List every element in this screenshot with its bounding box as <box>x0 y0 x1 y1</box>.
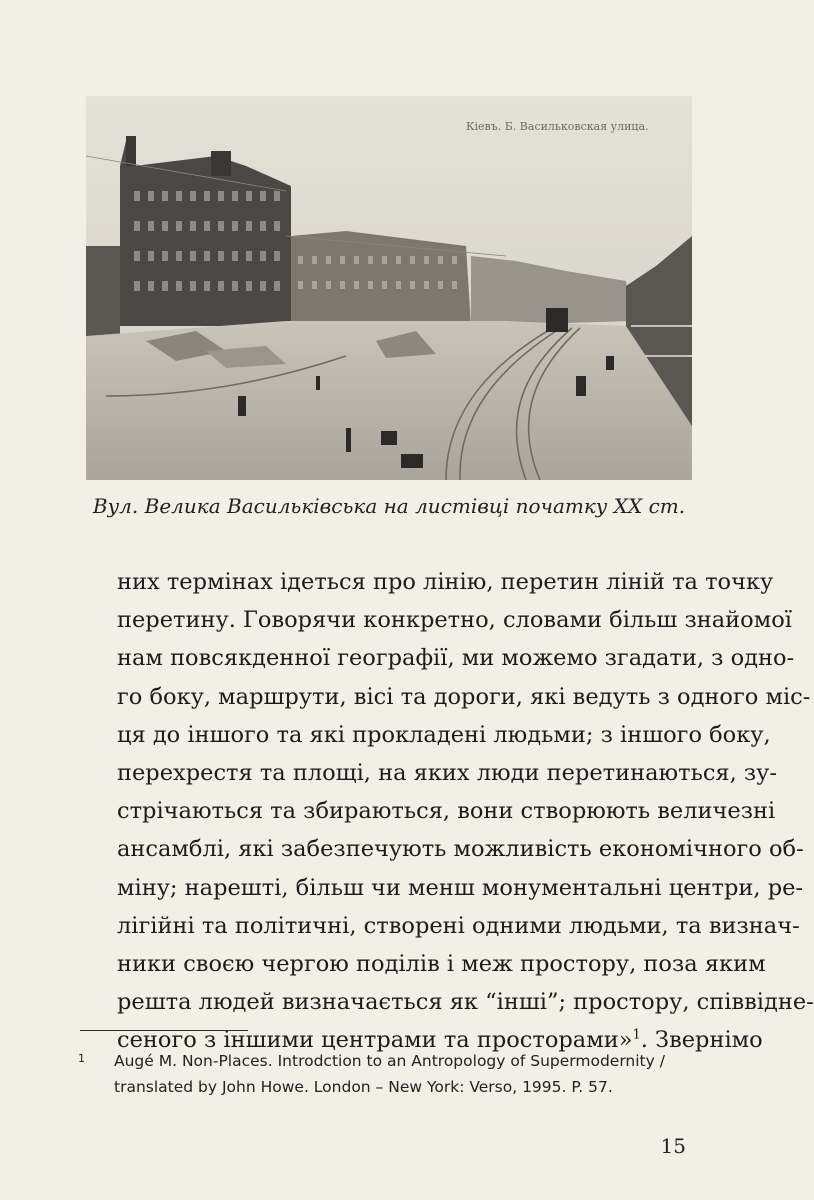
photo-caption: Вул. Велика Васильківська на листівці початку XX ст. <box>92 494 686 518</box>
last-line-tail: . Звернімо <box>640 1027 763 1054</box>
footnote-divider <box>80 1030 248 1031</box>
street-scene-image <box>86 96 692 480</box>
body-line: нам повсякденної географії, ми можемо згадати, з одно- <box>117 645 795 672</box>
body-text <box>117 563 814 1060</box>
body-line: них термінах ідеться про лінію, перетин ліній та точку <box>117 569 774 595</box>
body-line: перехрестя та площі, на яких люди перетинаються, зу- <box>117 760 778 787</box>
footnote-number: 1 <box>78 1052 85 1065</box>
body-line: ники своєю чергою поділів і меж простору, поза яким <box>117 951 766 978</box>
footnote-text-line: translated by John Howe. London – New York: Verso, 1995. P. 57. <box>114 1078 613 1096</box>
last-line-text: сеного з іншими центрами та просторами» <box>117 1027 633 1054</box>
footnote <box>78 1048 698 1100</box>
body-line: ця до іншого та які прокладені людьми; з іншого боку, <box>117 721 771 748</box>
postcard-photo <box>86 96 692 480</box>
body-line: перетину. Говорячи конкретно, словами більш знайомої <box>117 607 792 634</box>
body-line: міну; нарешті, більш чи менш монументальні центри, ре- <box>117 874 804 901</box>
body-line: лігійні та політичні, створені одними людьми, та визнач- <box>117 912 800 939</box>
footnote-text-line: Augé M. Non-Places. Introdction to an Antropology of Supermodernity / <box>114 1052 665 1070</box>
body-line: стрічаються та збираються, вони створюють величезні <box>117 798 776 825</box>
postcard-inscription: Кiевъ. Б. Васильковская улица. <box>466 120 649 133</box>
body-line: решта людей визначається як “інші”; простору, співвідне- <box>117 989 814 1016</box>
page-number: 15 <box>660 1134 686 1158</box>
footnote-reference[interactable]: 1 <box>632 1027 641 1043</box>
body-line: ансамблі, які забезпечують можливість економічного об- <box>117 836 804 863</box>
body-line: го боку, маршрути, вісі та дороги, які ведуть з одного міс- <box>117 683 811 710</box>
